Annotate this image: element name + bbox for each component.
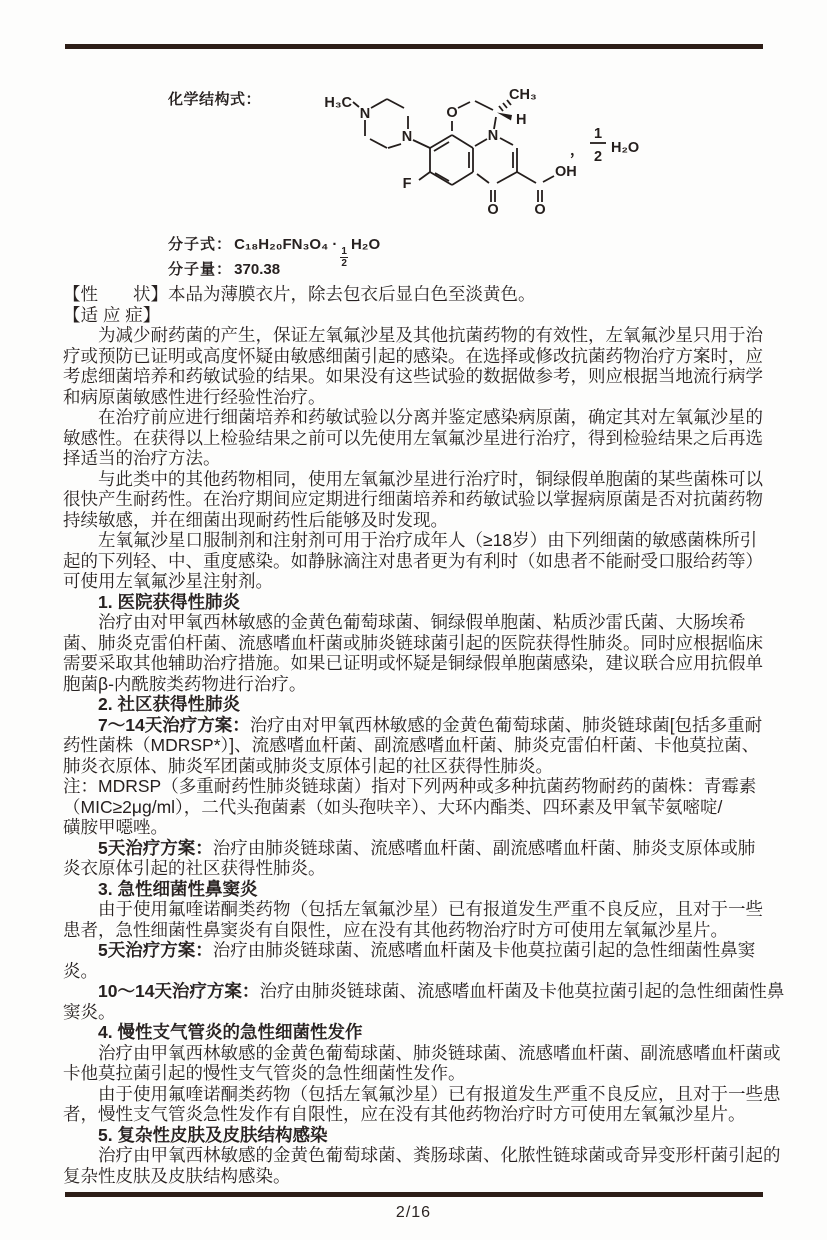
- hydrate-water-label: H₂O: [611, 140, 640, 156]
- body-line: 注：MDRSP（多重耐药性肺炎链球菌）指对下列两种或多种抗菌药物耐药的菌株：青霉素: [63, 776, 757, 796]
- top-rule: [65, 44, 763, 49]
- body-line: 菌、肺炎克雷伯杆菌、流感嗜血杆菌或肺炎链球菌引起的医院获得性肺炎。同时应根据临床: [63, 632, 763, 653]
- body-line: 左氧氟沙星口服制剂和注射剂可用于治疗成年人（≥18岁）由下列细菌的敏感菌株所引: [98, 530, 758, 550]
- body-line: 由于使用氟喹诺酮类药物（包括左氧氟沙星）已有报道发生严重不良反应，且对于一些患: [98, 1083, 781, 1104]
- molecular-weight-value: 370.38: [234, 261, 281, 278]
- body-line: 很快产生耐药性。在治疗期间应定期进行细菌培养和药敏试验以掌握病原菌是否对抗菌药物: [63, 489, 763, 509]
- half-fraction: $\frac{1}{2}$: [341, 246, 347, 269]
- stereo-h-label: H: [516, 112, 527, 128]
- acid-o-label: O: [534, 202, 546, 218]
- molecular-formula-value: C₁₈H₂₀FN₃O₄ · $\frac{1}{2}$ H₂O: [234, 236, 381, 269]
- body-line: 治疗由甲氧西林敏感的金黄色葡萄球菌、粪肠球菌、化脓性链球菌或奇异变形杆菌引起的: [98, 1145, 781, 1165]
- body-line: 疗或预防已证明或高度怀疑由敏感细菌引起的感染。在选择或修改抗菌药物治疗方案时，应: [63, 345, 763, 366]
- body-line: 治疗由甲氧西林敏感的金黄色葡萄球菌、肺炎链球菌、流感嗜血杆菌、副流感嗜血杆菌或: [98, 1042, 781, 1063]
- body-line: 与此类中的其他药物相同，使用左氧氟沙星进行治疗时，铜绿假单胞菌的某些菌株可以: [98, 468, 763, 489]
- body-line: 择适当的治疗方法。: [63, 448, 221, 468]
- body-line: 4. 慢性支气管炎的急性细菌性发作: [98, 1022, 363, 1042]
- body-line: 3. 急性细菌性鼻窦炎: [98, 878, 258, 899]
- body-line: 考虑细菌培养和药敏试验的结果。如果没有这些试验的数据做参考，则应根据当地流行病学: [63, 366, 763, 386]
- body-line: 磺胺甲噁唑。: [63, 817, 168, 837]
- chemical-structure-label: 化学结构式：: [168, 91, 262, 108]
- hydroxyl-label: OH: [555, 164, 577, 180]
- body-line: 者，慢性支气管炎急性发作有自限性，应在没有其他药物治疗时方可使用左氧氟沙星片。: [63, 1104, 746, 1124]
- body-line: 炎衣原体引起的社区获得性肺炎。: [63, 858, 326, 878]
- body-line: 7～14天治疗方案：治疗由对甲氧西林敏感的金黄色葡萄球菌、肺炎链球菌[包括多重耐: [98, 714, 763, 735]
- body-line: 10～14天治疗方案：治疗由肺炎链球菌、流感嗜血杆菌及卡他莫拉菌引起的急性细菌性鼻: [98, 981, 785, 1001]
- fluorine-label: F: [402, 176, 412, 192]
- molecular-weight-label: 分子量：: [168, 261, 233, 278]
- body-line: 患者，急性细菌性鼻窦炎有自限性，应在没有其他药物治疗时方可使用左氧氟沙星片。: [63, 919, 728, 940]
- body-line: 可使用左氧氟沙星注射剂。: [63, 571, 273, 591]
- molecular-weight-row: [168, 258, 280, 279]
- body-line: 复杂性皮肤及皮肤结构感染。: [63, 1165, 291, 1186]
- body-line: 窦炎。: [63, 1001, 116, 1022]
- body-line: 持续敏感，并在细菌出现耐药性后能够及时发现。: [63, 509, 448, 530]
- body-line: 药性菌株（MDRSP*）]、流感嗜血杆菌、副流感嗜血杆菌、肺炎克雷伯杆菌、卡他莫拉菌、: [63, 735, 760, 755]
- body-line: 和病原菌敏感性进行经验性治疗。: [63, 386, 326, 407]
- body-line: 卡他莫拉菌引起的慢性支气管炎的急性细菌性发作。: [63, 1063, 466, 1083]
- body-line: 炎。: [63, 960, 98, 981]
- hydrate-denominator: 2: [593, 149, 603, 165]
- body-line: 治疗由对甲氧西林敏感的金黄色葡萄球菌、铜绿假单胞菌、粘质沙雷氏菌、大肠埃希: [98, 612, 746, 632]
- oxazine-o-label: O: [446, 105, 458, 121]
- body-line: 由于使用氟喹诺酮类药物（包括左氧氟沙星）已有报道发生严重不良反应，且对于一些: [98, 899, 763, 919]
- body-line: 2. 社区获得性肺炎: [98, 694, 240, 714]
- hydrate-comma: ，: [570, 143, 585, 159]
- methyl-left-label: H₃C: [324, 95, 352, 111]
- piperazine-n-top-label: N: [359, 106, 371, 122]
- ketone-o-label: O: [487, 202, 499, 218]
- body-text: [63, 284, 785, 1186]
- bottom-rule: [65, 1192, 763, 1197]
- page-number: 2/16: [395, 1204, 432, 1221]
- body-line: 敏感性。在获得以上检验结果之前可以先使用左氧氟沙星进行治疗，得到检验结果之后再选: [63, 427, 763, 448]
- body-line: （MIC≥2μg/ml），二代头孢菌素（如头孢呋辛）、大环内酯类、四环素及甲氧苄氨嘧啶/: [63, 796, 723, 817]
- piperazine-n-bottom-label: N: [401, 129, 413, 145]
- molecular-formula-label: 分子式：: [168, 236, 233, 253]
- body-line: 需要采取其他辅助治疗措施。如果已证明或怀疑是铜绿假单胞菌感染，建议联合应用抗假单: [63, 653, 763, 673]
- body-line: 5天治疗方案：治疗由肺炎链球菌、流感嗜血杆菌及卡他莫拉菌引起的急性细菌性鼻窦: [98, 940, 756, 960]
- hydrate-numerator: 1: [593, 126, 603, 142]
- ring-n-label: N: [487, 128, 499, 144]
- body-line: 胞菌β-内酰胺类药物进行治疗。: [63, 673, 307, 694]
- body-line: 在治疗前应进行细菌培养和药敏试验以分离并鉴定感染病原菌，确定其对左氧氟沙星的: [98, 407, 763, 427]
- body-line: 【适 应 症】: [63, 304, 161, 325]
- body-line: 1. 医院获得性肺炎: [98, 591, 240, 612]
- body-line: 5. 复杂性皮肤及皮肤结构感染: [98, 1124, 328, 1145]
- body-line: 【性 状】本品为薄膜衣片，除去包衣后显白色至淡黄色。: [63, 284, 536, 304]
- body-line: 肺炎衣原体、肺炎军团菌或肺炎支原体引起的社区获得性肺炎。: [63, 755, 553, 776]
- body-line: 5天治疗方案：治疗由肺炎链球菌、流感嗜血杆菌、副流感嗜血杆菌、肺炎支原体或肺: [98, 837, 756, 858]
- methyl-right-label: CH₃: [509, 87, 537, 103]
- chemical-structure-drawing: [300, 82, 650, 232]
- body-line: 为减少耐药菌的产生，保证左氧氟沙星及其他抗菌药物的有效性，左氧氟沙星只用于治: [98, 325, 763, 345]
- body-line: 起的下列轻、中、重度感染。如静脉滴注对患者更为有利时（如患者不能耐受口服给药等）: [63, 550, 763, 571]
